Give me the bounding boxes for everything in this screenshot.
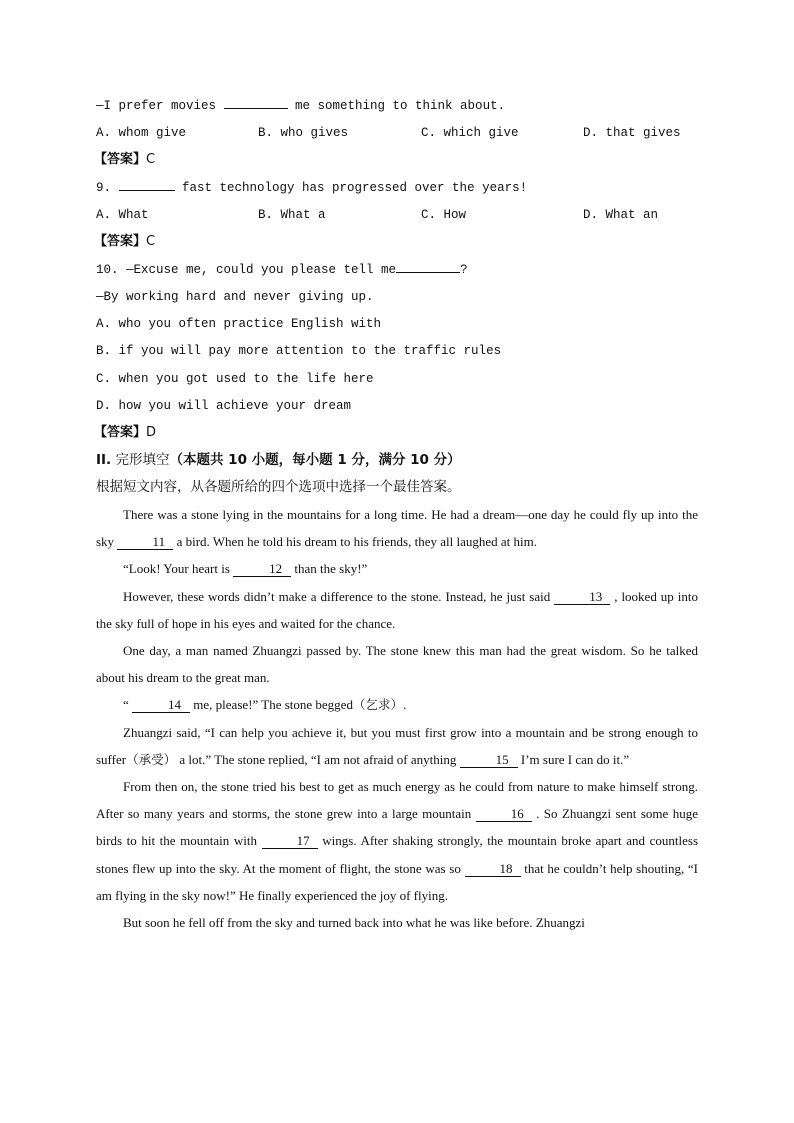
blank-15: 15 xyxy=(460,753,518,768)
passage-paragraph-1 xyxy=(96,501,698,555)
q10-option-a: A. who you often practice English with xyxy=(96,317,382,331)
p5-text-c: . xyxy=(402,697,407,713)
p6-text-c: I’m sure I can do it.” xyxy=(517,751,630,767)
p5-text-b: me, please!” The stone begged xyxy=(190,697,353,713)
q9-option-a: A. What xyxy=(96,208,149,222)
q9-answer xyxy=(94,234,155,250)
p2-text-b: than the sky!” xyxy=(291,561,368,577)
q9-stem-pre: 9. xyxy=(96,181,119,195)
p2-text-a: “Look! Your heart is xyxy=(123,561,234,577)
q9-option-b: B. What a xyxy=(258,208,326,222)
cloze-passage xyxy=(96,501,698,936)
passage-paragraph-3 xyxy=(96,583,698,637)
blank-13: 13 xyxy=(554,590,610,605)
passage-paragraph-7 xyxy=(96,773,698,909)
q8-answer-label: 【答案】 xyxy=(94,152,147,167)
p5-text-a: “ xyxy=(123,697,133,713)
passage-paragraph-4: One day, a man named Zhuangzi passed by. The stone knew this man had the great wisdom. So he talked about his dream to the great man. xyxy=(96,643,698,686)
p6-text-b: a lot.” The stone replied, “I am not afraid of anything xyxy=(176,751,460,767)
section-number: II. xyxy=(96,452,112,468)
section-instruction: 根据短文内容，从各题所给的四个选项中选择一个最佳答案。 xyxy=(96,479,461,495)
section-heading xyxy=(96,452,461,468)
section-rules: （本题共 10 小题，每小题 1 分，满分 10 分） xyxy=(169,452,461,468)
q9-option-d: D. What an xyxy=(583,208,659,222)
section-title: 完形填空 xyxy=(111,452,170,468)
q9-stem xyxy=(96,180,527,196)
p6-text-a: Zhuangzi said, “I can help you achieve it, but you must first grow into a mountain and be strong enough to suffer xyxy=(96,724,698,767)
q9-answer-label: 【答案】 xyxy=(94,234,147,249)
q8-option-a: A. whom give xyxy=(96,126,187,140)
q9-option-c: C. How xyxy=(421,208,467,222)
blank-12: 12 xyxy=(233,562,291,577)
q10-option-c: C. when you got used to the life here xyxy=(96,372,374,386)
q8-option-b: B. who gives xyxy=(258,126,349,140)
p1-text-a: There was a stone lying in the mountains for a long time. He had a dream—one day he could fly up into the sky xyxy=(96,507,698,550)
q9-answer-value: C xyxy=(146,234,156,249)
q8-stem-post: me something to think about. xyxy=(287,99,506,113)
passage-paragraph-6 xyxy=(96,719,698,773)
p7-text-d: that he couldn’t help shouting, “I am flying in the sky now!” He finally experienced the joy of flying. xyxy=(96,860,698,903)
passage-paragraph-8: But soon he fell off from the sky and turned back into what he was like before. Zhuangzi xyxy=(123,915,585,931)
p3-text-a: However, these words didn’t make a difference to the stone. Instead, he just said xyxy=(123,588,555,604)
p7-text-b: . So Zhuangzi sent some huge birds to hit the mountain with xyxy=(96,806,698,849)
q8-option-d: D. that gives xyxy=(583,126,681,140)
q10-answer-label: 【答案】 xyxy=(94,425,147,440)
q10-blank xyxy=(396,272,460,273)
q8-answer xyxy=(94,152,155,168)
q10-answer xyxy=(94,425,156,441)
q10-stem-post: ? xyxy=(460,263,468,277)
q10-stem xyxy=(96,262,468,278)
p7-text-c: wings. After shaking strongly, the mountain broke apart and countless stones flew up into the sky. At the moment of flight, the stone was so xyxy=(96,833,699,876)
passage-paragraph-2 xyxy=(96,555,698,582)
q8-stem-pre: —I prefer movies xyxy=(96,99,224,113)
q10-stem-pre: 10. —Excuse me, could you please tell me xyxy=(96,263,397,277)
q8-stem xyxy=(96,98,505,114)
q8-answer-value: C xyxy=(146,152,156,167)
p6-chinese-gloss: （承受） xyxy=(126,751,177,767)
p5-chinese-gloss: （乞求） xyxy=(352,697,403,713)
q10-option-d: D. how you will achieve your dream xyxy=(96,399,352,413)
q10-response: —By working hard and never giving up. xyxy=(96,290,374,304)
passage-paragraph-5 xyxy=(96,691,698,718)
blank-16: 16 xyxy=(476,807,532,822)
p1-text-b: a bird. When he told his dream to his friends, they all laughed at him. xyxy=(173,534,537,550)
q8-option-c: C. which give xyxy=(421,126,519,140)
q10-answer-value: D xyxy=(146,425,157,440)
blank-17: 17 xyxy=(262,834,318,849)
blank-14: 14 xyxy=(132,698,190,713)
blank-18: 18 xyxy=(465,862,521,877)
blank-11: 11 xyxy=(117,535,173,550)
q8-blank xyxy=(224,108,288,109)
q9-blank xyxy=(119,190,175,191)
q10-option-b: B. if you will pay more attention to the traffic rules xyxy=(96,344,502,358)
p7-text-a: From then on, the stone tried his best to get as much energy as he could from nature to make himself strong. After so many years and storms, the stone grew into a large mountain xyxy=(96,779,698,822)
p3-text-b: , looked up into the sky full of hope in his eyes and waited for the chance. xyxy=(96,588,699,631)
q9-stem-post: fast technology has progressed over the years! xyxy=(174,181,528,195)
